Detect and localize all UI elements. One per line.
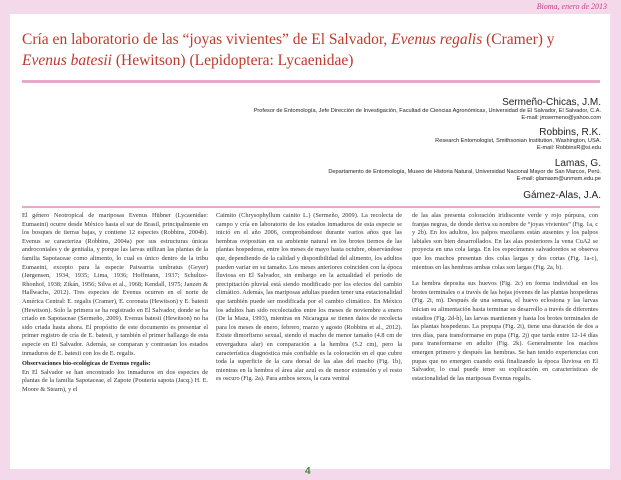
title-part1: Cría en laboratorio de las “joyas vivientes” de El Salvador, [22, 31, 392, 48]
author-name: Sermeño-Chicas, J.M. [502, 97, 601, 108]
title-part3: (Hewitson) (Lepidoptera: Lycaenidae) [111, 52, 354, 69]
title-divider [22, 80, 600, 83]
paragraph: El género Neotropical de mariposas Evenus Hübner (Lycaenidae: Eumaeini) ocurre desde México hasta el sur de Brasil, principalmente en los bosques de tierras bajas, y contiene 12 especies (Robbins, 2004b). Evenus se caracteriza (Robbins, 2004a) por sus estructuras únicas androconiales y de genitalia, y porque las larvas utilizan las plantas de la familia Sapotaceae como alimento, lo cual es único dentro de la tribu Eumaeini, excepto para la especie Paiwarria umbratus (Geyer) (Jørgensen, 1934, 1935; Lima, 1936; Hoffmann, 1937; Schultze-Rhonhof, 1938; Zikán, 1956; Silva et al., 1968; Kendall, 1975; Janzen & Hallwachs, 2012). Tres especies de Evenus ocurren en el norte de América Central: E. regalis (Cramer), E. coronata (Hewitson) y E. batesii (Hewitson). Solo la primera se ha registrado en El Salvador, donde se ha criado en Sapotaceae (Sermeño, 2009). Evenus batesii (Hewitson) no ha sido criada hasta ahora. El propósito de este documento es presentar el primer registro de cría de E. batesii, y también el primer hallazgo de esta especie en El Salvador. Además, se comparan y contrastan los estados inmaduros de E. batesii con los de E. regalis. [22, 212, 208, 357]
author-affiliation: Departamento de Entomología, Museo de Historia Natural, Universidad Nacional Mayor de San Marcos, Perú. [328, 169, 601, 175]
author-1 [254, 97, 601, 122]
author-name: Robbins, R.K. [539, 127, 601, 138]
column-3 [412, 212, 598, 383]
section-heading: Observaciones bio-ecológicas de Evenus regalis: [22, 360, 151, 368]
paragraph: La hembra deposita sus huevos (Fig. 2c) en forma individual en los brotes terminales o a través de las hojas jóvenes de las plantas hospederas (Fig. 2i, m). Después de una semana, el huevo eclosiona y las larvas inician su alimentación hasta terminar su desarrollo a través de diferentes estadios (Fig. 2d-h), las larvas mantienen y hasta los brotes terminales de las plantas hospederas. La prepupa (Fig. 2i), tiene una duración de dos a tres días, para transformarse en pupa (Fig. 2j) que tarda entre 12-14 días para transformarse en adulto (Fig. 2k). Generalmente los machos emergen primero y después las hembras. Se han tenido experiencias con pupas que no emergen cuando está finalizando la época lluviosa en El Salvador, lo cual puede tener su explicación en características de estacionalidad de las mariposas Evenus regalis. [412, 280, 598, 382]
column-2 [216, 212, 402, 384]
paragraph: En El Salvador se han encontrado los inmaduros en dos especies de plantas de la familia Sapotaceae, el Zapote (Pouteria sapota (Jacq.) H. E. Moore & Stearn), y el [22, 368, 208, 393]
author-email[interactable]: E-mail: jmsermeno@yahoo.com [521, 115, 601, 121]
author-email[interactable]: E-mail: glamasm@unmsm.edu.pe [516, 176, 601, 182]
title-species2: Evenus batesii [22, 52, 112, 69]
header-divider [22, 206, 600, 208]
author-affiliation: Profesor de Entomología, Jefe Dirección de Investigación, Facultad de Ciencias Agronómicas, Universidad de El Salvador, El Salvador, C.A. [253, 108, 601, 114]
author-3 [328, 158, 601, 183]
article-title [22, 29, 597, 71]
paragraph: de las alas presenta coloración iridiscente verde y rojo púrpura, con franjas negras, de donde deriva su nombre de “joyas vivientes” (Fig. 1a, c y 2b). En los adultos, los palpos maxilares están ausentes y los palpos labiales son bien desarrollados. En las alas posteriores la vena CuA2 se proyecta en una cola larga. En los especímenes salvadoreños se observa que los machos presentan dos colas largas y dos cortas (Fig. 1a-c), mientras en las hembras ambas colas son largas (Fig. 2a, b). [412, 212, 598, 271]
column-1 [22, 212, 208, 394]
author-affiliation: Research Entomologist, Smithsonian Institution, Washington, USA. [435, 138, 601, 144]
page-number: 4 [305, 466, 311, 477]
journal-header: Bioma, enero de 2013 [536, 2, 607, 11]
author-4 [523, 190, 601, 201]
author-name: Lamas, G. [554, 158, 601, 169]
author-email[interactable]: E-mail: RobbinsR@si.edu [536, 145, 601, 151]
author-name: Gámez-Alas, J.A. [523, 190, 601, 201]
author-2 [435, 127, 601, 152]
title-species1: Evenus regalis [391, 31, 483, 48]
title-part2: (Cramer) y [482, 31, 555, 48]
paragraph: Caimito (Chrysophyllum cainito L.) (Sermeño, 2009). La recolecta de campo y cría en laboratorio de los estados inmaduros de esta especie se inició en el año 2006, comprobándose durante varios años que las hembras ovipositan en su ambiente natural en los brotes tiernos de las plantas hospederas, entre los meses de mayo hasta octubre, observándose que, dependiendo de la calidad y disponibilidad del alimento, los adultos pueden variar en su tamaño. Los meses anteriores coinciden con la época lluviosa en El Salvador, sin embargo en la actualidad el período de precipitación pluvial está siendo modificado por los efectos del cambio climático. Además, las mariposas adultas pueden tener una estacionalidad que también puede ser modificada por el cambio climático. En México los adultos han sido recolectados entre los meses de noviembre a enero (De la Maza, 1993), mientras en Nicaragua se tienen datos de recolecta para los meses de enero, febrero, marzo y agosto (Robbins et al., 2012). Existe dimorfismo sexual, siendo el macho de menor tamaño (4.8 cm de envergadura alar) en comparación a la hembra (5.2 cm), pero la característica diagnóstica más confiable es la coloración en el que cubre toda la superficie de la cara dorsal de las alas del macho (Fig. 1b), mientras en la hembra el área alar azul es de menor extensión y el resto es oscuro (Fig. 2a). Para ambos sexos, la cara ventral [216, 212, 402, 383]
